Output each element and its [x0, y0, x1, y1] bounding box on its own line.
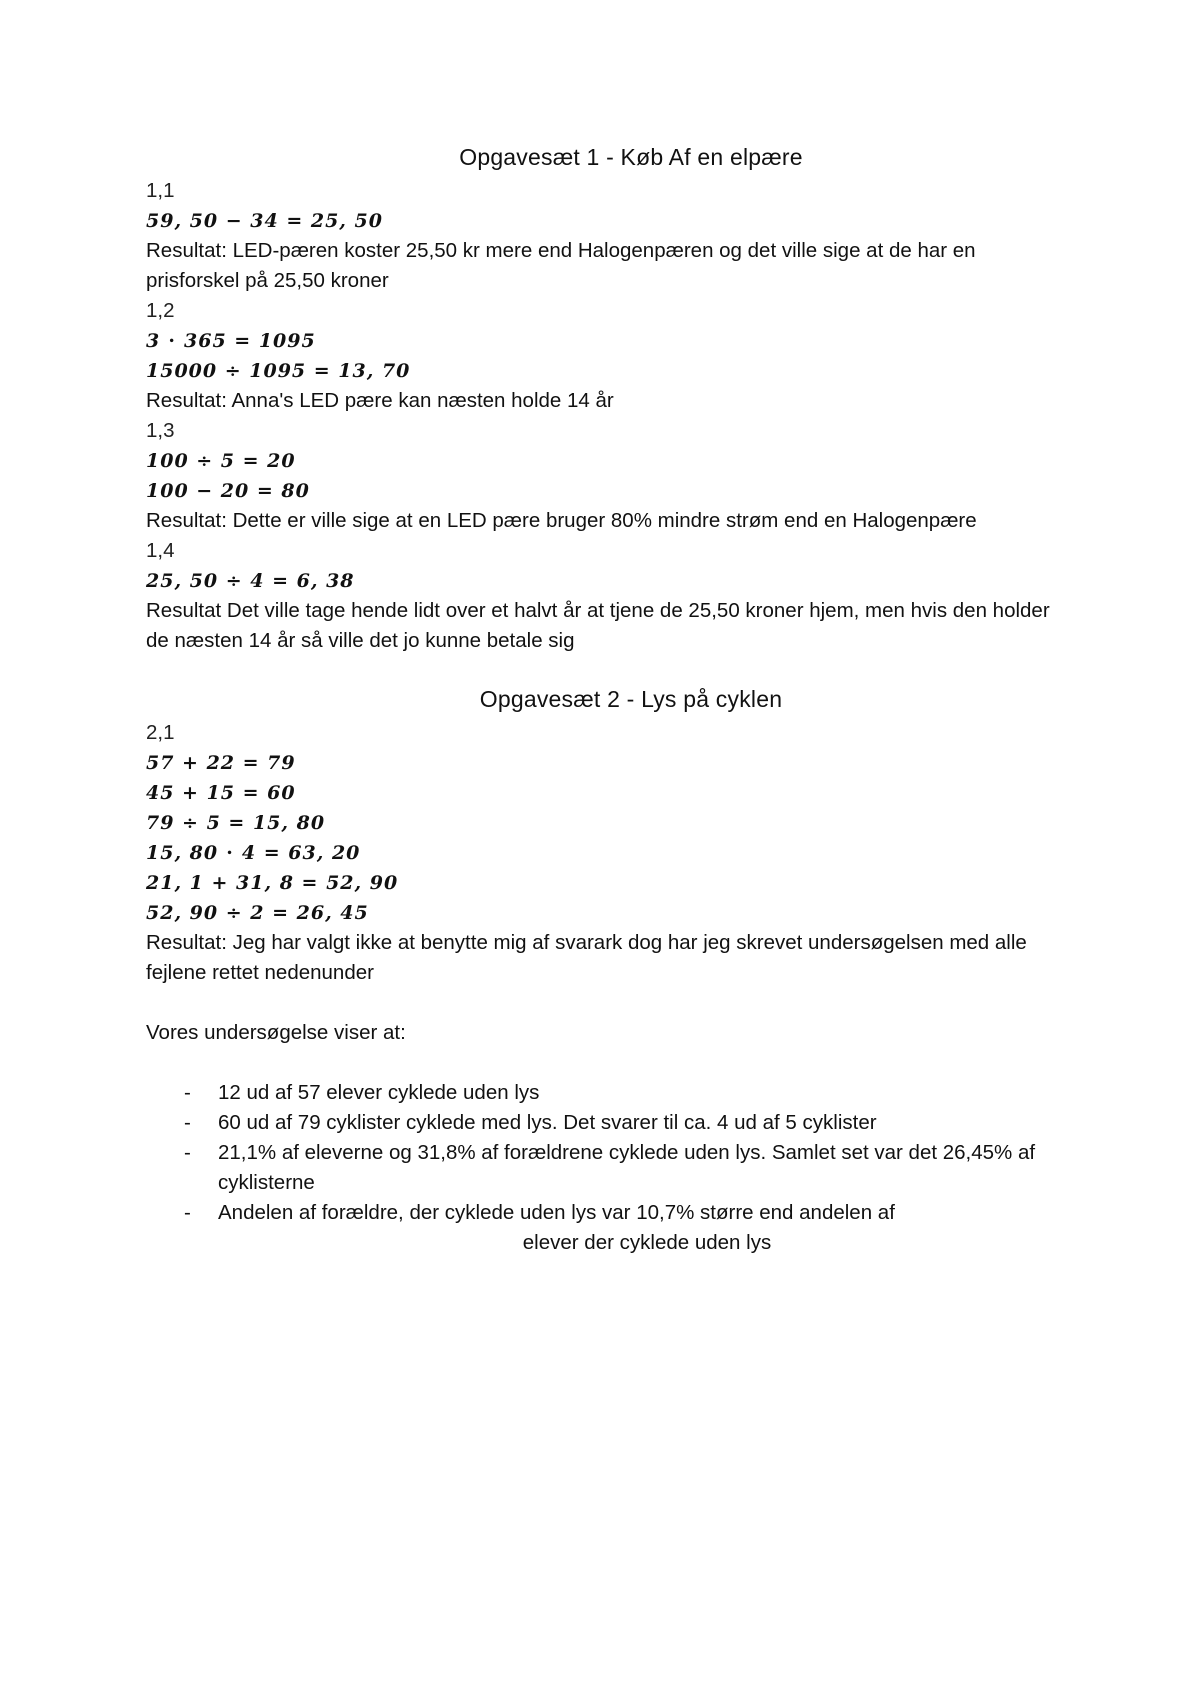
dash-bullet: - — [184, 1141, 191, 1164]
list-item-text: Andelen af forældre, der cyklede uden lys var 10,7% større end andelen af — [218, 1201, 895, 1224]
result-text: Resultat: Jeg har valgt ikke at benytte mig af svarark dog har jeg skrevet undersøgelsen med alle fejlene rettet nedenunder — [146, 931, 1033, 984]
task-1-1 — [146, 176, 1076, 296]
list-item-text: 21,1% af eleverne og 31,8% af forældrene cyklede uden lys. Samlet set var det 26,45% af cyklisterne — [218, 1141, 1036, 1194]
list-item-continuation: elever der cyklede uden lys — [522, 1231, 772, 1254]
list-item — [146, 1108, 1076, 1138]
spacer — [146, 988, 1076, 1018]
result-text: Resultat: Anna's LED pære kan næsten holde 14 år — [146, 389, 614, 412]
equation: 15000 ÷ 1095 = 13, 70 — [146, 360, 411, 382]
spacer — [146, 1048, 1076, 1078]
equation: 57 + 22 = 79 — [146, 752, 296, 774]
task-label: 1,1 — [146, 179, 175, 202]
task-1-3 — [146, 416, 1076, 536]
document-page — [146, 140, 1076, 1258]
list-item — [146, 1198, 1076, 1228]
equation: 15, 80 ⋅ 4 = 63, 20 — [146, 842, 361, 864]
equation: 21, 1 + 31, 8 = 52, 90 — [146, 872, 399, 894]
task-1-4 — [146, 536, 1076, 656]
section-2-heading: Opgavesæt 2 - Lys på cyklen — [479, 686, 783, 712]
equation: 100 ÷ 5 = 20 — [146, 450, 296, 472]
dash-bullet: - — [184, 1081, 191, 1104]
equation: 100 − 20 = 80 — [146, 480, 310, 502]
equation: 59, 50 − 34 = 25, 50 — [146, 210, 383, 232]
dash-bullet: - — [184, 1111, 191, 1134]
task-label: 1,3 — [146, 419, 175, 442]
list-item — [146, 1078, 1076, 1108]
task-label: 1,4 — [146, 539, 175, 562]
task-label: 1,2 — [146, 299, 175, 322]
equation: 3 ⋅ 365 = 1095 — [146, 330, 316, 352]
task-1-2 — [146, 296, 1076, 416]
list-item-text: 60 ud af 79 cyklister cyklede med lys. Det svarer til ca. 4 ud af 5 cyklister — [218, 1111, 877, 1134]
list-item-text: 12 ud af 57 elever cyklede uden lys — [218, 1081, 540, 1104]
equation: 52, 90 ÷ 2 = 26, 45 — [146, 902, 369, 924]
equation: 79 ÷ 5 = 15, 80 — [146, 812, 326, 834]
result-text: Resultat: Dette er ville sige at en LED pære bruger 80% mindre strøm end en Halogenpære — [146, 509, 977, 532]
section-1-heading: Opgavesæt 1 - Køb Af en elpære — [459, 144, 803, 170]
survey-intro: Vores undersøgelse viser at: — [146, 1021, 406, 1044]
equation: 45 + 15 = 60 — [146, 782, 296, 804]
findings-list — [146, 1078, 1076, 1228]
list-item — [146, 1138, 1076, 1198]
task-label: 2,1 — [146, 721, 175, 744]
equation: 25, 50 ÷ 4 = 6, 38 — [146, 570, 355, 592]
dash-bullet: - — [184, 1201, 191, 1224]
result-text: Resultat Det ville tage hende lidt over et halvt år at tjene de 25,50 kroner hjem, men hvis den holder de næsten 14 år så ville det jo kunne betale sig — [146, 599, 1056, 652]
result-text: Resultat: LED-pæren koster 25,50 kr mere end Halogenpæren og det ville sige at de har en prisforskel på 25,50 kroner — [146, 239, 982, 292]
task-2-1 — [146, 718, 1076, 988]
